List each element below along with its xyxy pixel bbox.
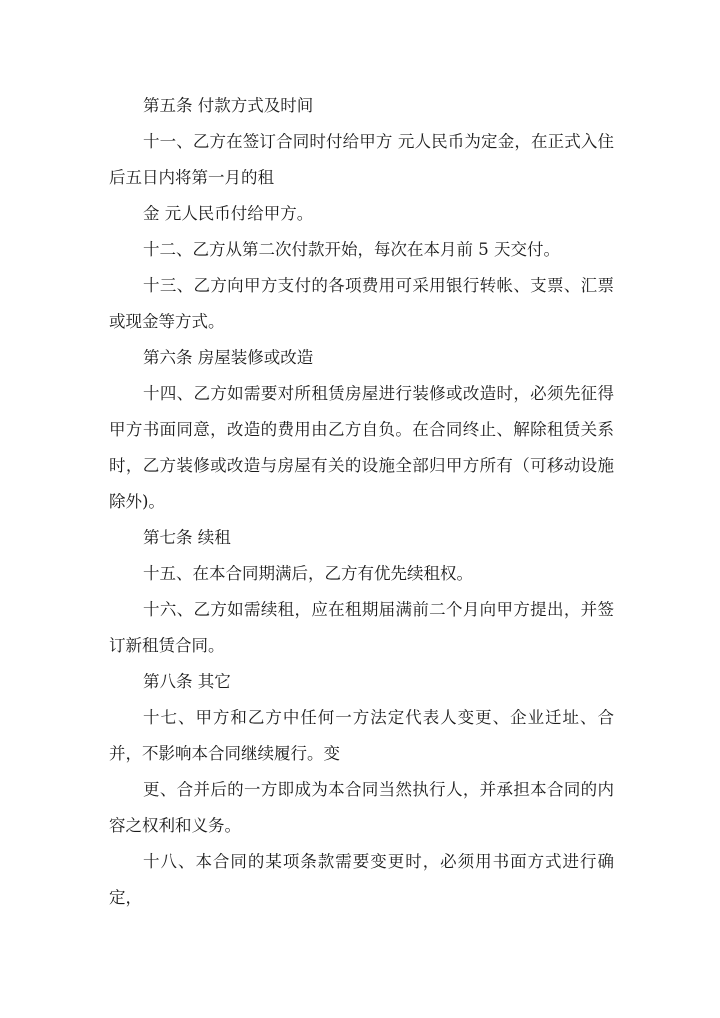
clause-16: 十六、乙方如需续租，应在租期届满前二个月向甲方提出，并签订新租赁合同。 bbox=[109, 600, 614, 655]
clause-17: 十七、甲方和乙方中任何一方法定代表人变更、企业迁址、合并，不影响本合同继续履行。变 bbox=[109, 708, 614, 763]
clause-12: 十二、乙方从第二次付款开始，每次在本月前 5 天交付。 bbox=[143, 240, 560, 259]
section-heading-article-7: 第七条 续租 bbox=[143, 528, 231, 547]
section-heading-article-5: 第五条 付款方式及时间 bbox=[143, 96, 314, 115]
clause-17-continued: 更、合并后的一方即成为本合同当然执行人，并承担本合同的内容之权利和义务。 bbox=[109, 780, 614, 835]
section-heading-article-8: 第八条 其它 bbox=[143, 672, 231, 691]
clause-13: 十三、乙方向甲方支付的各项费用可采用银行转帐、支票、汇票或现金等方式。 bbox=[109, 276, 614, 331]
clause-15: 十五、在本合同期满后，乙方有优先续租权。 bbox=[143, 564, 473, 583]
clause-14: 十四、乙方如需要对所租赁房屋进行装修或改造时，必须先征得甲方书面同意，改造的费用由乙方自负。在合同终止、解除租赁关系时，乙方装修或改造与房屋有关的设施全部归甲方所有（可移动设施除外)。 bbox=[109, 384, 614, 511]
section-heading-article-6: 第六条 房屋装修或改造 bbox=[143, 348, 314, 367]
clause-11-continued: 金 元人民币付给甲方。 bbox=[143, 204, 314, 223]
document-body bbox=[109, 88, 614, 916]
clause-18: 十八、本合同的某项条款需要变更时，必须用书面方式进行确定， bbox=[109, 852, 614, 907]
clause-11: 十一、乙方在签订合同时付给甲方 元人民币为定金，在正式入住后五日内将第一月的租 bbox=[109, 132, 614, 187]
